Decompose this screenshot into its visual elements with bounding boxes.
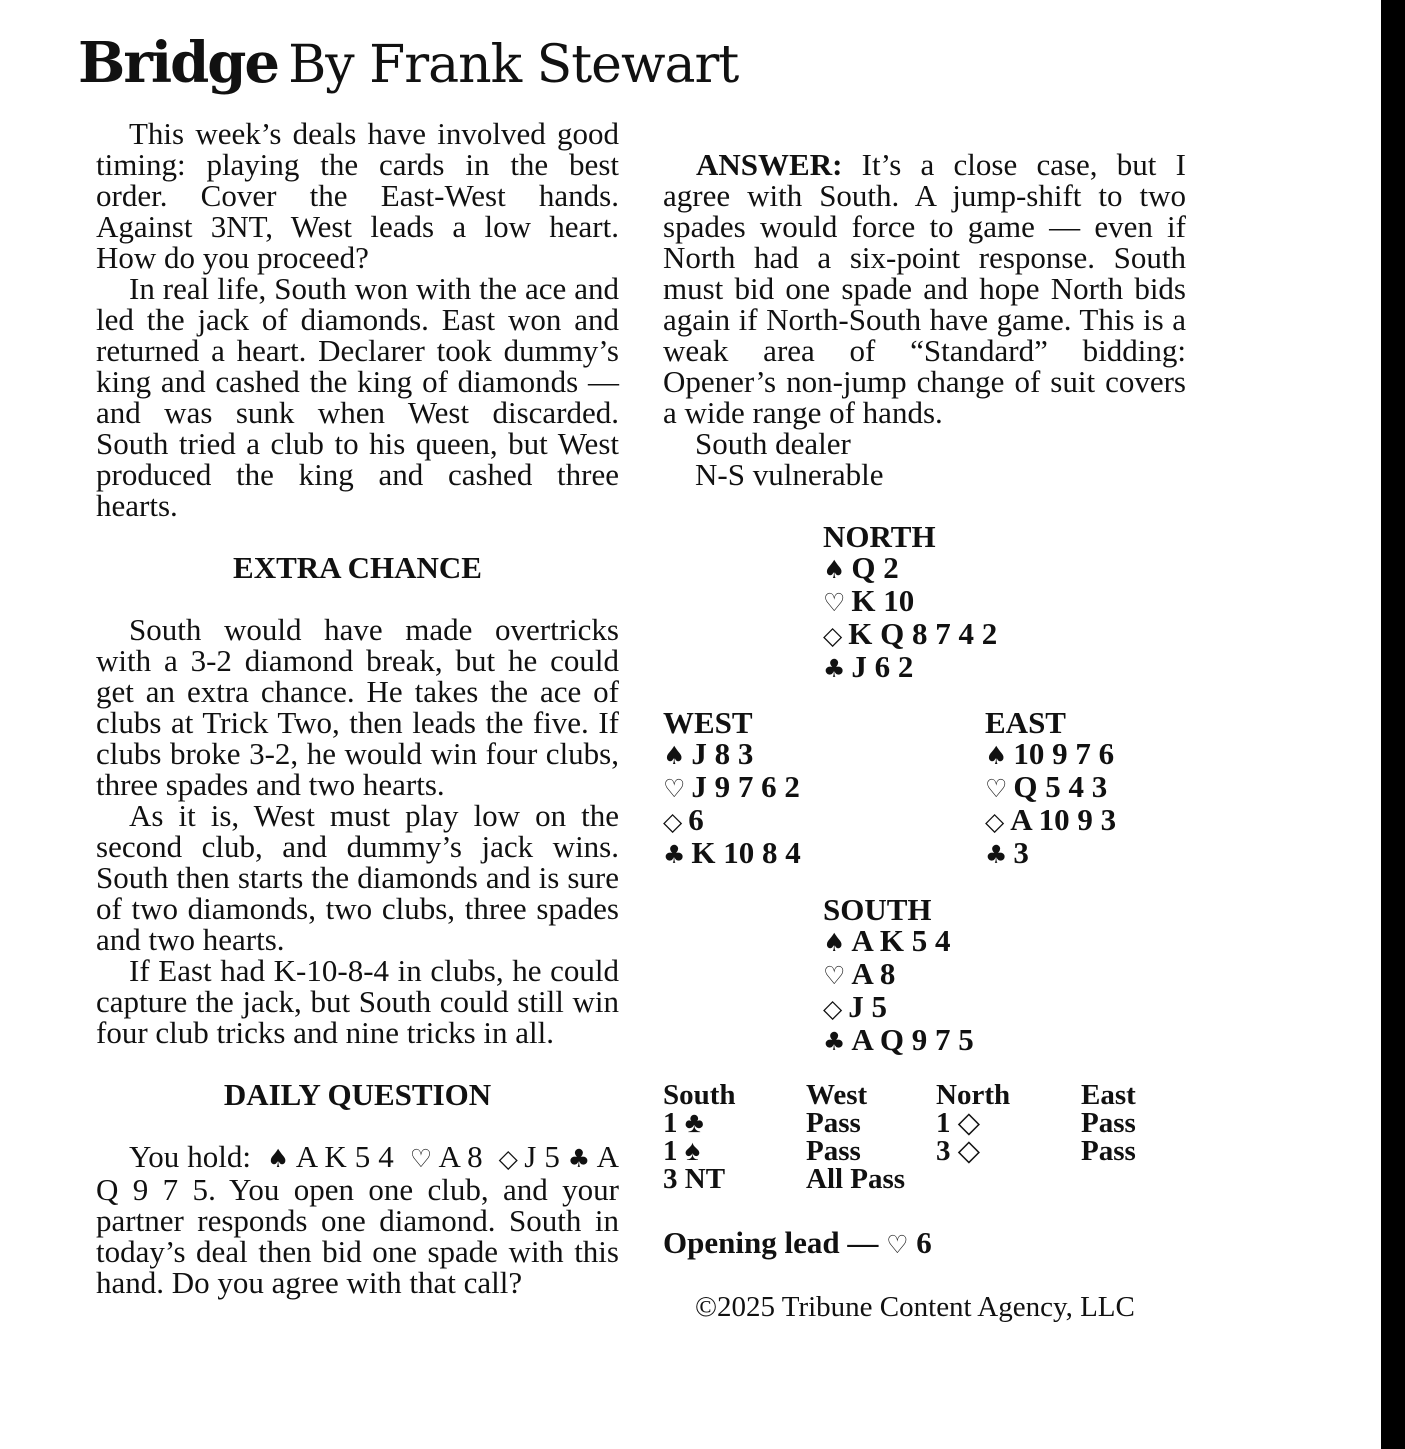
diamond-icon: ◇ bbox=[985, 807, 1005, 836]
hand-label: EAST bbox=[985, 705, 1066, 740]
auction-row bbox=[663, 1109, 1186, 1137]
dealer-info: South dealer bbox=[695, 426, 851, 461]
south-diamonds: J 5 bbox=[848, 989, 887, 1024]
diamond-icon: ◇ bbox=[663, 807, 683, 836]
spade-icon: ♠ bbox=[823, 928, 846, 957]
auction-header: North bbox=[936, 1079, 1011, 1111]
east-spades: 10 9 7 6 bbox=[1013, 736, 1115, 771]
answer-label: ANSWER: bbox=[696, 147, 843, 182]
auction-bid: 1 ♣ bbox=[663, 1107, 704, 1139]
north-diamonds: K Q 8 7 4 2 bbox=[848, 616, 998, 651]
left-column bbox=[96, 118, 619, 1298]
answer-text: It’s a close case, but I agree with South. A jump-shift to two spades would force to game — even if North had a six-point response. South must bid one spade and hope North bids again if North-South have game. This is a weak area of “Standard” bidding: Opener’s non-jump change of suit covers a wide range of hands. bbox=[663, 147, 1186, 430]
north-spades: Q 2 bbox=[851, 550, 899, 585]
heart-icon: ♡ bbox=[886, 1230, 909, 1259]
heading-daily-question: DAILY QUESTION bbox=[223, 1077, 492, 1112]
right-column bbox=[663, 118, 1186, 1323]
question-hearts: A 8 bbox=[438, 1139, 483, 1174]
spade-icon: ♠ bbox=[663, 741, 686, 770]
question-diamonds: J 5 bbox=[524, 1139, 560, 1174]
auction-bid: 1 ◇ bbox=[936, 1107, 981, 1139]
north-clubs: J 6 2 bbox=[851, 649, 914, 684]
auction-table bbox=[663, 1081, 1186, 1193]
auction-header: East bbox=[1081, 1079, 1136, 1111]
south-hearts: A 8 bbox=[851, 956, 896, 991]
club-icon: ♣ bbox=[985, 840, 1008, 869]
extra-chance-paragraph-2: As it is, West must play low on the second club, and dummy’s jack wins. South then starts the diamonds and is sure of two diamonds, two clubs, three spades and two hearts. bbox=[96, 798, 619, 957]
diamond-icon: ◇ bbox=[823, 994, 843, 1023]
auction-bid: 1 ♠ bbox=[663, 1135, 701, 1167]
club-icon: ♣ bbox=[823, 1027, 846, 1056]
you-hold-label: You hold: bbox=[129, 1139, 251, 1174]
auction-bid: 3 NT bbox=[663, 1163, 726, 1195]
diamond-icon: ◇ bbox=[498, 1144, 519, 1173]
question-clubs: A Q 9 7 5 bbox=[96, 1139, 620, 1207]
byline: By Frank Stewart bbox=[288, 35, 739, 95]
question-spades: A K 5 4 bbox=[295, 1139, 394, 1174]
heading-extra-chance: EXTRA CHANCE bbox=[233, 550, 482, 585]
real-life-paragraph: In real life, South won with the ace and led the jack of diamonds. East won and returned a heart. Declarer took dummy’s king and cashed the king of diamonds — and was sunk when West discarded. South tried a club to his queen, but West produced the king and cashed three hearts. bbox=[96, 271, 619, 523]
auction-bid: 3 ◇ bbox=[936, 1135, 981, 1167]
opening-lead-card: 6 bbox=[916, 1225, 932, 1260]
hand-label: SOUTH bbox=[823, 892, 932, 927]
west-clubs: K 10 8 4 bbox=[691, 835, 801, 870]
hand-label: NORTH bbox=[823, 519, 936, 554]
north-hearts: K 10 bbox=[851, 583, 915, 618]
hand-west bbox=[663, 707, 801, 870]
intro-paragraph: This week’s deals have involved good timing: playing the cards in the best order. Cover the East-West hands. Against 3NT, West leads a low heart. How do you proceed? bbox=[96, 116, 619, 275]
article-header bbox=[78, 30, 738, 96]
east-clubs: 3 bbox=[1013, 835, 1029, 870]
auction-header-row bbox=[663, 1081, 1186, 1109]
auction-header: South bbox=[663, 1079, 736, 1111]
west-diamonds: 6 bbox=[688, 802, 704, 837]
extra-chance-paragraph-1: South would have made overtricks with a 3-2 diamond break, but he could get an extra chance. He takes the ace of clubs at Trick Two, then leads the five. If clubs broke 3-2, he would win four clubs, three spades and two hearts. bbox=[96, 612, 619, 802]
column-title: Bridge bbox=[78, 30, 279, 96]
heart-icon: ♡ bbox=[663, 774, 686, 803]
auction-header: West bbox=[806, 1079, 868, 1111]
club-icon: ♣ bbox=[663, 840, 686, 869]
heart-icon: ♡ bbox=[409, 1144, 433, 1173]
south-spades: A K 5 4 bbox=[851, 923, 951, 958]
diamond-icon: ◇ bbox=[823, 621, 843, 650]
east-hearts: Q 5 4 3 bbox=[1013, 769, 1108, 804]
east-diamonds: A 10 9 3 bbox=[1010, 802, 1117, 837]
question-paragraph bbox=[96, 1141, 619, 1298]
opening-lead-label: Opening lead — bbox=[663, 1225, 879, 1260]
hand-north bbox=[823, 521, 997, 684]
club-icon: ♣ bbox=[823, 654, 846, 683]
hand-east bbox=[985, 707, 1116, 870]
auction-bid: Pass bbox=[806, 1107, 861, 1139]
page-edge-bar bbox=[1381, 0, 1405, 1449]
west-hearts: J 9 7 6 2 bbox=[691, 769, 800, 804]
hand-south bbox=[823, 894, 974, 1057]
copyright-notice: ©2025 Tribune Content Agency, LLC bbox=[695, 1291, 1135, 1323]
answer-paragraph bbox=[663, 149, 1186, 428]
heart-icon: ♡ bbox=[985, 774, 1008, 803]
auction-bid: Pass bbox=[1081, 1135, 1136, 1167]
auction-row bbox=[663, 1137, 1186, 1165]
spade-icon: ♠ bbox=[823, 555, 846, 584]
club-icon: ♣ bbox=[567, 1144, 591, 1173]
spade-icon: ♠ bbox=[985, 741, 1008, 770]
heart-icon: ♡ bbox=[823, 961, 846, 990]
opening-lead bbox=[663, 1227, 1186, 1260]
extra-chance-paragraph-3: If East had K-10-8-4 in clubs, he could capture the jack, but South could still win four club tricks and nine tricks in all. bbox=[96, 953, 619, 1050]
auction-bid: Pass bbox=[1081, 1107, 1136, 1139]
auction-row bbox=[663, 1165, 1186, 1193]
vulnerability-info: N-S vulnerable bbox=[695, 457, 884, 492]
heart-icon: ♡ bbox=[823, 588, 846, 617]
west-spades: J 8 3 bbox=[691, 736, 754, 771]
spade-icon: ♠ bbox=[266, 1144, 290, 1173]
south-clubs: A Q 9 7 5 bbox=[851, 1022, 974, 1057]
auction-bid: All Pass bbox=[806, 1163, 906, 1195]
hand-label: WEST bbox=[663, 705, 753, 740]
deal-diagram bbox=[663, 521, 1186, 1081]
question-text: . You open one club, and your partner responds one diamond. South in today’s deal then bid one spade with this hand. Do you agree with that call? bbox=[96, 1172, 620, 1300]
auction-bid: Pass bbox=[806, 1135, 861, 1167]
